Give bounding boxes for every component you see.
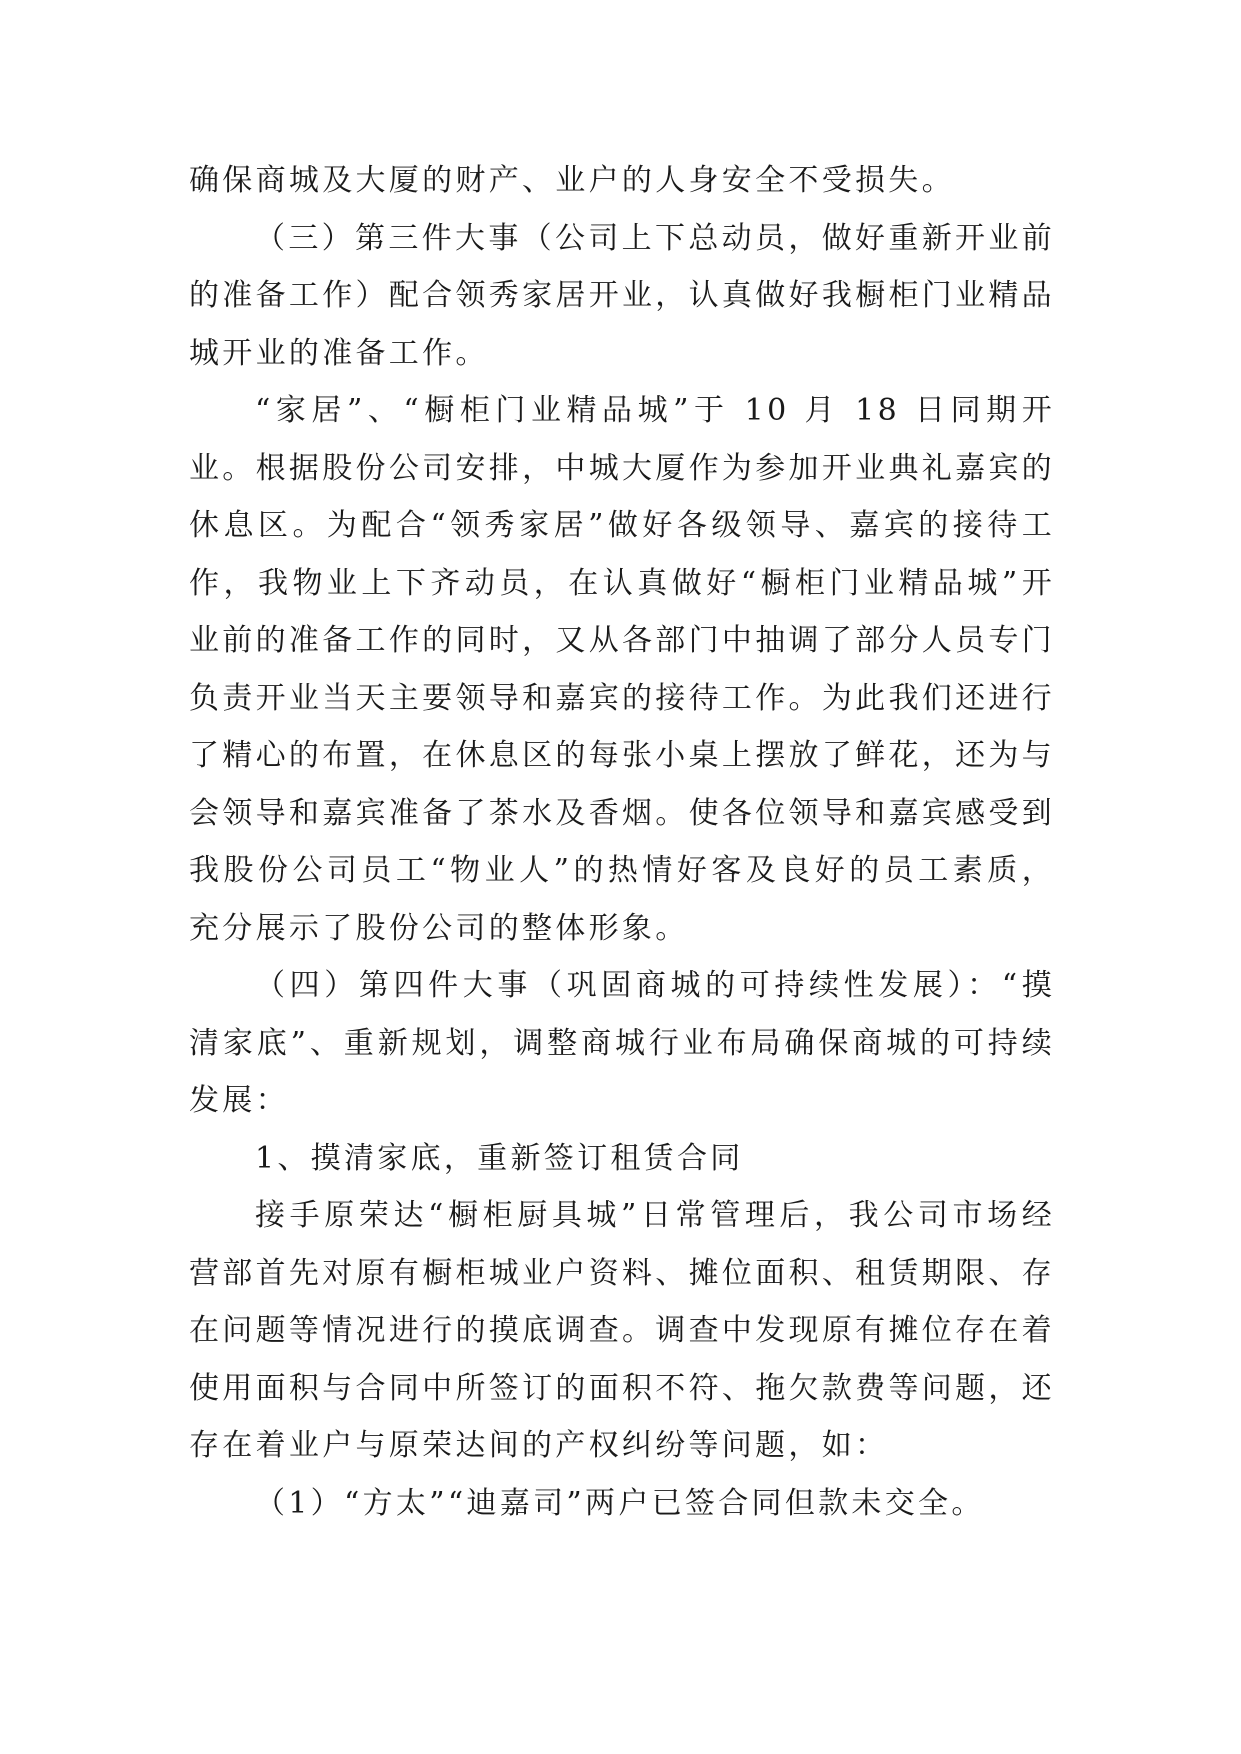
paragraph-third-event: （三）第三件大事（公司上下总动员，做好重新开业前的准备工作）配合领秀家居开业，认真做好我橱柜门业精品城开业的准备工作。 — [189, 220, 1055, 371]
paragraph-subheading-contracts: 1、摸清家底，重新签订租赁合同 — [255, 1140, 744, 1176]
document-body — [189, 152, 1055, 1532]
paragraph-security-conclusion: 确保商城及大厦的财产、业户的人身安全不受损失。 — [189, 163, 955, 198]
paragraph-survey-findings: 接手原荣达“橱柜厨具城”日常管理后，我公司市场经营部首先对原有橱柜城业户资料、摊位面积、租赁期限、存在问题等情况进行的摸底调查。调查中发现原有摊位存在着使用面积与合同中所签订的面积不符、拖欠款费等问题，还存在着业户与原荣达间的产权纠纷等问题，如： — [189, 1198, 1055, 1463]
paragraph-item-1: （1）“方太”“迪嘉司”两户已签合同但款未交全。 — [255, 1485, 985, 1521]
paragraph-fourth-event: （四）第四件大事（巩固商城的可持续性发展）：“摸清家底”、重新规划，调整商城行业布局确保商城的可持续发展： — [189, 968, 1055, 1118]
paragraph-opening-reception: “家居”、“橱柜门业精品城”于 10 月 18 日同期开业。根据股份公司安排，中城大厦作为参加开业典礼嘉宾的休息区。为配合“领秀家居”做好各级领导、嘉宾的接待工作，我物业上下齐动员，在认真做好“橱柜门业精品城”开业前的准备工作的同时，又从各部门中抽调了部分人员专门负责开业当天主要领导和嘉宾的接待工作。为此我们还进行了精心的布置，在休息区的每张小桌上摆放了鲜花，还为与会领导和嘉宾准备了茶水及香烟。使各位领导和嘉宾感受到我股份公司员工“物业人”的热情好客及良好的员工素质，充分展示了股份公司的整体形象。 — [189, 393, 1055, 946]
